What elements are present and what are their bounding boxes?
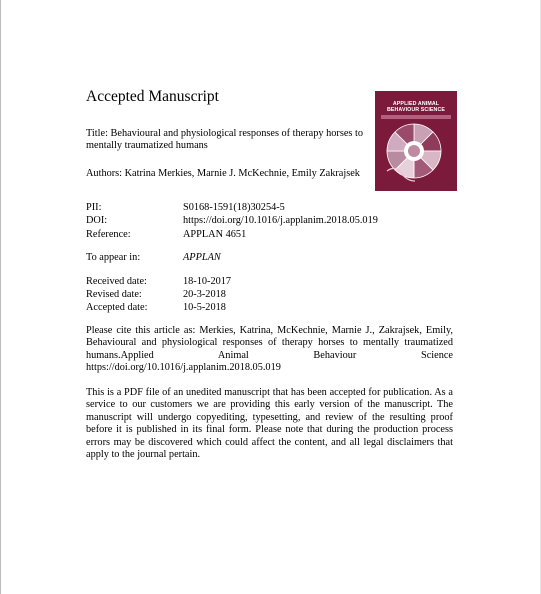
appear-value: APPLAN xyxy=(183,252,221,263)
reference-value: APPLAN 4651 xyxy=(183,229,247,240)
pii-value: S0168-1591(18)30254-5 xyxy=(183,202,285,213)
accepted-label: Accepted date: xyxy=(86,302,148,313)
page-edge-left xyxy=(0,0,1,594)
journal-cover-artwork xyxy=(381,121,451,185)
citation-paragraph: Please cite this article as: Merkies, Katrina, McKechnie, Marnie J., Zakrajsek, Emily, Behavioural and physiological responses of therapy horses to mentally traumatized humans.Applied Animal Behaviour Science https://doi.org/10.1016/j.applanim.2018.05.019 xyxy=(86,325,453,374)
revised-value: 20-3-2018 xyxy=(183,289,226,300)
page-heading: Accepted Manuscript xyxy=(86,88,219,105)
journal-cover-band xyxy=(381,115,451,119)
revised-label: Revised date: xyxy=(86,289,142,300)
manuscript-authors: Authors: Katrina Merkies, Marnie J. McKechnie, Emily Zakrajsek xyxy=(86,168,360,179)
disclaimer-paragraph: This is a PDF file of an unedited manuscript that has been accepted for publication. As a service to our customers we are providing this early version of the manuscript. The manuscript will undergo copyediting, typesetting, and review of the resulting proof before it is published in its final form. Please note that during the production process errors may be discovered which could affect the content, and all legal disclaimers that apply to the journal pertain. xyxy=(86,387,453,461)
appear-label: To appear in: xyxy=(86,252,141,263)
received-label: Received date: xyxy=(86,276,147,287)
reference-label: Reference: xyxy=(86,229,131,240)
pii-label: PII: xyxy=(86,202,102,213)
journal-cover-image xyxy=(375,91,457,191)
manuscript-title: Title: Behavioural and physiological responses of therapy horses to mentally traumatized humans xyxy=(86,128,364,151)
journal-cover-title: APPLIED ANIMAL BEHAVIOUR SCIENCE xyxy=(386,101,446,113)
doi-link[interactable]: https://doi.org/10.1016/j.applanim.2018.05.019 xyxy=(183,215,378,226)
received-value: 18-10-2017 xyxy=(183,276,232,287)
accepted-value: 10-5-2018 xyxy=(183,302,226,313)
doi-label: DOI: xyxy=(86,215,108,226)
